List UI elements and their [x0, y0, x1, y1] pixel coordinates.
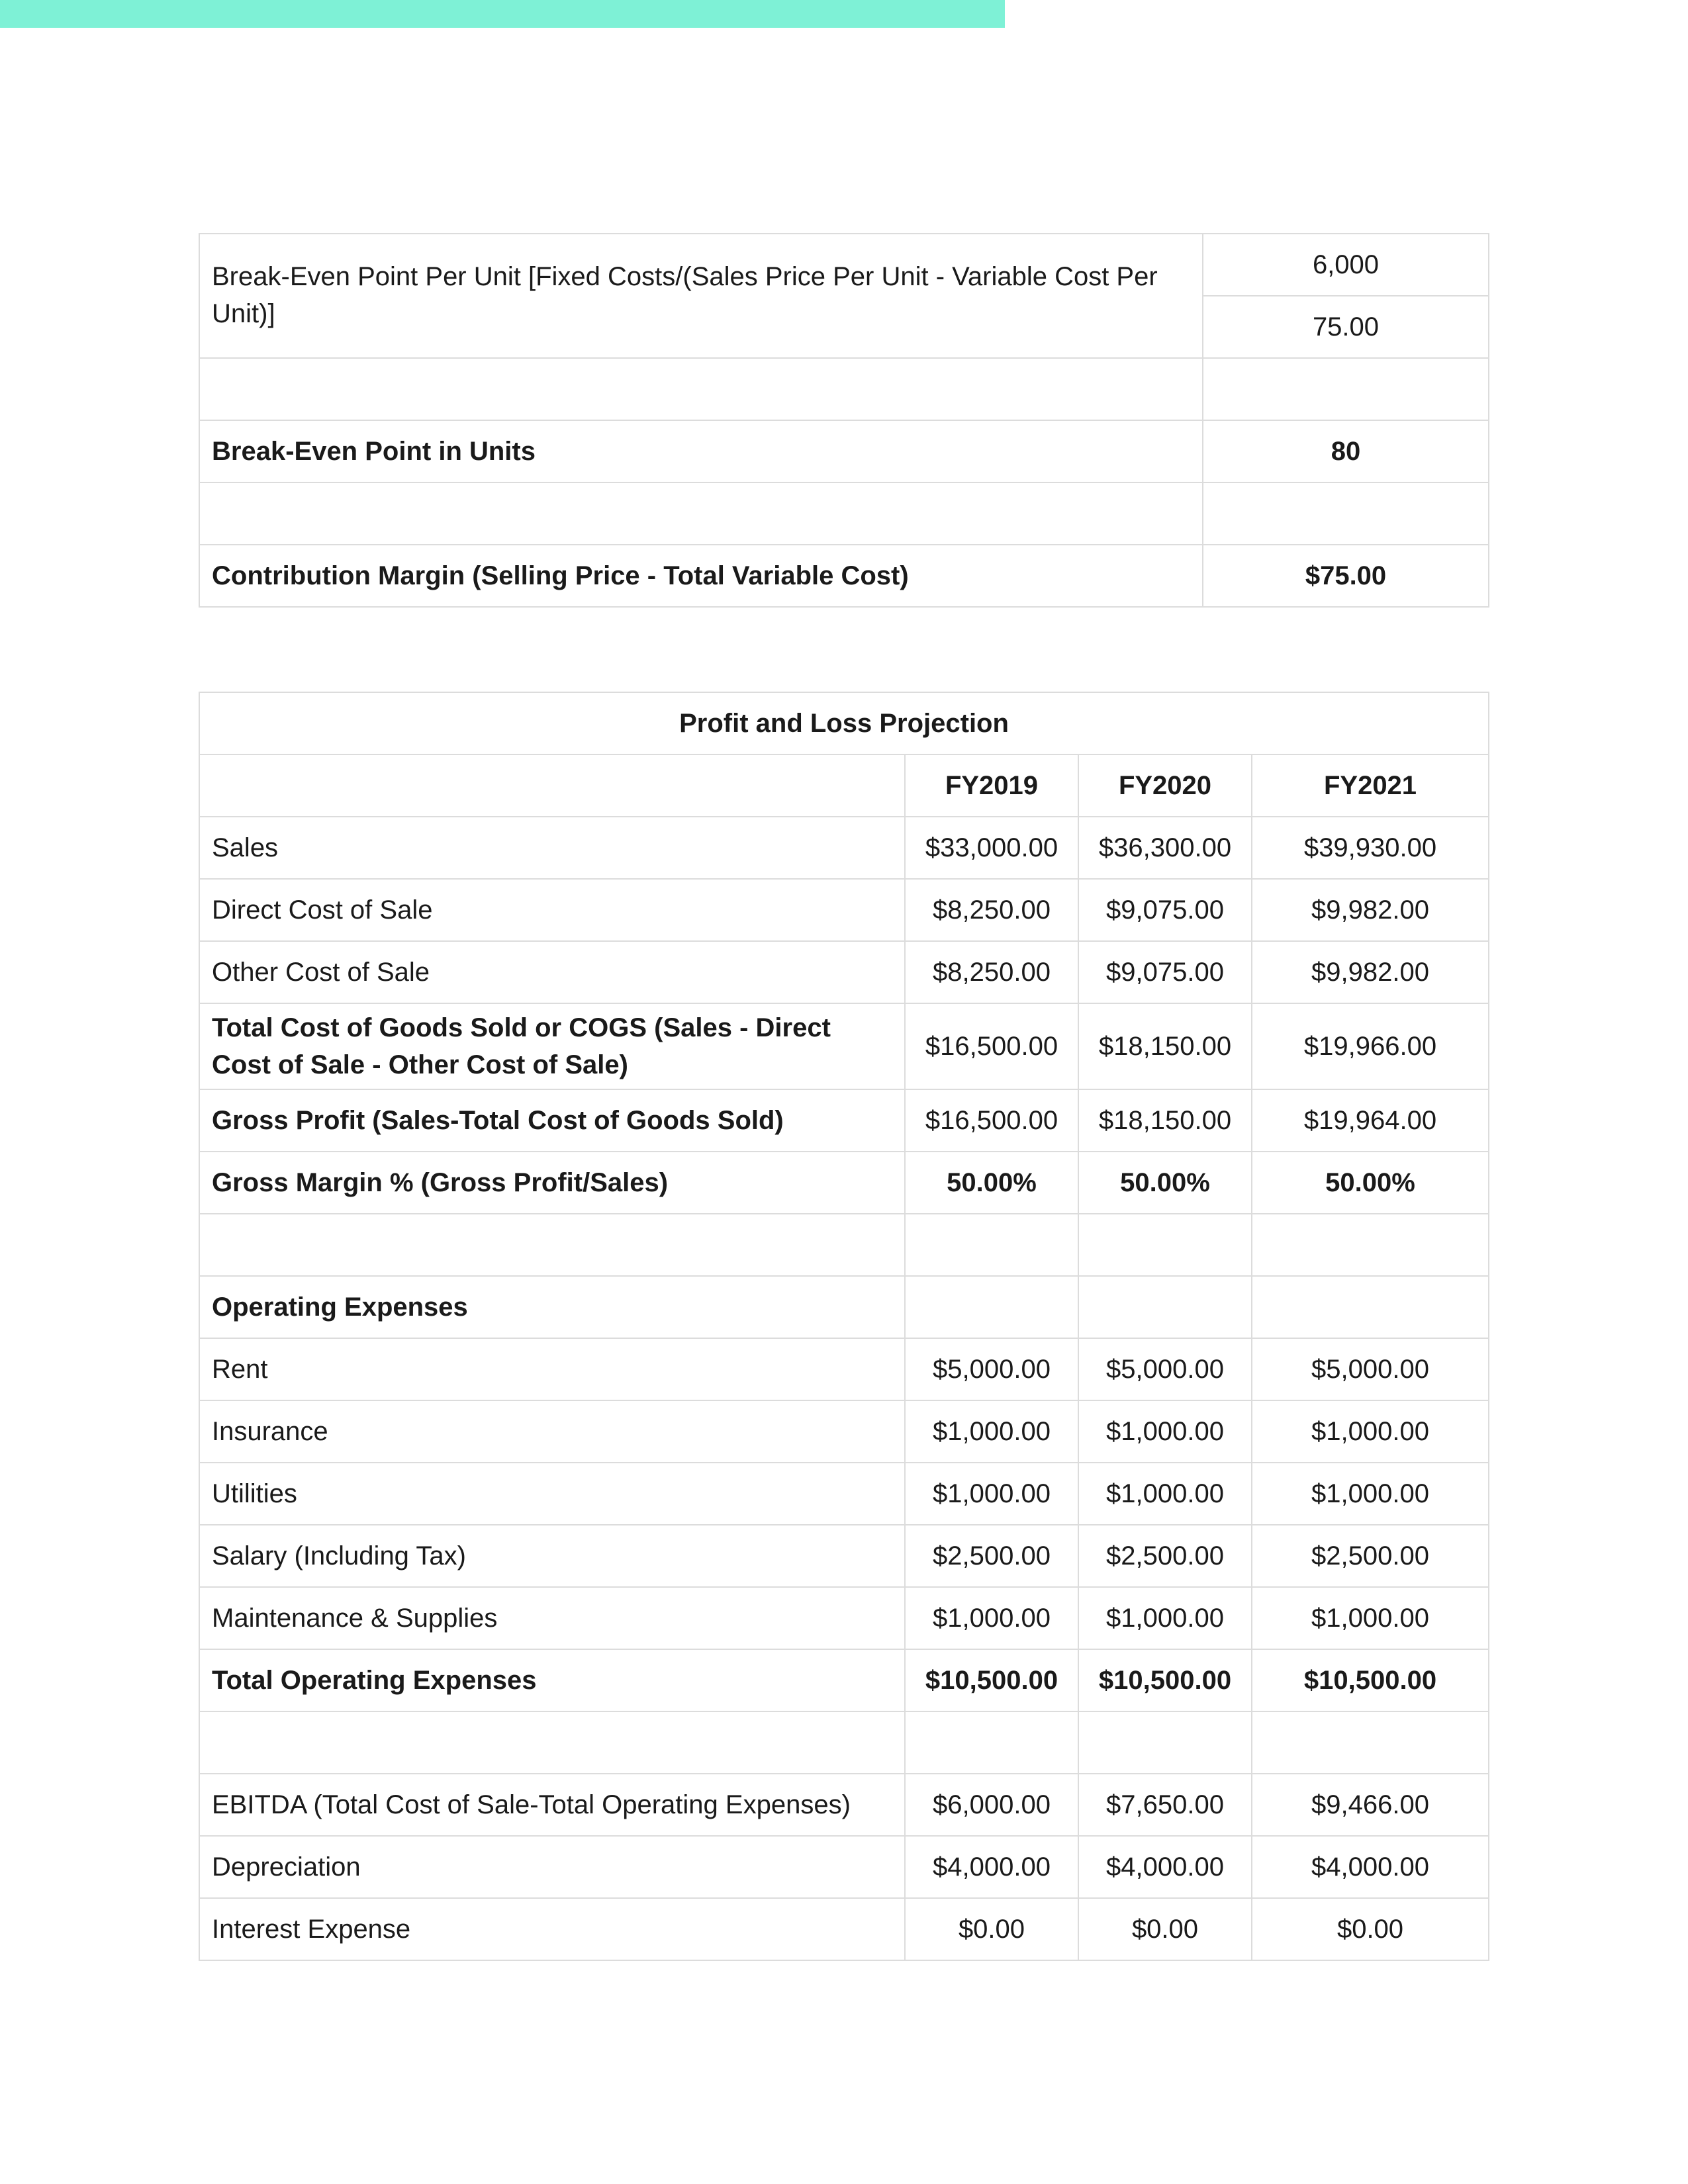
- row-label: Interest Expense: [199, 1898, 905, 1960]
- table-title-row: [199, 692, 1489, 754]
- row-value: $39,930.00: [1252, 817, 1489, 879]
- row-label: Sales: [199, 817, 905, 879]
- empty-cell: [1078, 1276, 1252, 1338]
- empty-cell: [1252, 1711, 1489, 1774]
- table-row: [199, 358, 1489, 420]
- table-row: [199, 420, 1489, 482]
- table-row: [199, 1836, 1489, 1898]
- row-label: Utilities: [199, 1463, 905, 1525]
- table-row: [199, 1214, 1489, 1276]
- table-row: [199, 545, 1489, 607]
- empty-cell: [199, 754, 905, 817]
- row-value: $1,000.00: [1078, 1463, 1252, 1525]
- table-row: [199, 1338, 1489, 1400]
- contribution-margin-value: $75.00: [1203, 545, 1489, 607]
- year-header-row: [199, 754, 1489, 817]
- table-row: [199, 1898, 1489, 1960]
- row-value: $9,982.00: [1252, 941, 1489, 1003]
- row-value: $5,000.00: [905, 1338, 1078, 1400]
- row-label: Rent: [199, 1338, 905, 1400]
- row-label: Gross Margin % (Gross Profit/Sales): [199, 1152, 905, 1214]
- row-value: $1,000.00: [1078, 1587, 1252, 1649]
- table-row: [199, 1774, 1489, 1836]
- row-label: Maintenance & Supplies: [199, 1587, 905, 1649]
- row-label: Gross Profit (Sales-Total Cost of Goods Sold): [199, 1089, 905, 1152]
- row-label: Salary (Including Tax): [199, 1525, 905, 1587]
- row-value: $1,000.00: [905, 1400, 1078, 1463]
- empty-cell: [905, 1276, 1078, 1338]
- row-value: $19,964.00: [1252, 1089, 1489, 1152]
- row-value: 50.00%: [905, 1152, 1078, 1214]
- row-value: $1,000.00: [905, 1463, 1078, 1525]
- empty-cell: [1203, 482, 1489, 545]
- row-value: $4,000.00: [905, 1836, 1078, 1898]
- table-row: [199, 1463, 1489, 1525]
- row-value: $5,000.00: [1078, 1338, 1252, 1400]
- row-value: $1,000.00: [1252, 1587, 1489, 1649]
- table-row: [199, 817, 1489, 879]
- row-label: EBITDA (Total Cost of Sale-Total Operating Expenses): [199, 1774, 905, 1836]
- empty-cell: [1203, 358, 1489, 420]
- table-row: [199, 1525, 1489, 1587]
- row-value: $7,650.00: [1078, 1774, 1252, 1836]
- contribution-margin-label: Contribution Margin (Selling Price - Total Variable Cost): [199, 545, 1203, 607]
- empty-cell: [905, 1214, 1078, 1276]
- empty-cell: [1078, 1214, 1252, 1276]
- row-value: $10,500.00: [1252, 1649, 1489, 1711]
- row-value: $10,500.00: [1078, 1649, 1252, 1711]
- break-even-formula-label: Break-Even Point Per Unit [Fixed Costs/(Sales Price Per Unit - Variable Cost Per Unit)]: [199, 234, 1203, 358]
- table-row: [199, 1089, 1489, 1152]
- row-label: Total Cost of Goods Sold or COGS (Sales - Direct Cost of Sale - Other Cost of Sale): [199, 1003, 905, 1089]
- section-header-row: [199, 1276, 1489, 1338]
- row-label: Other Cost of Sale: [199, 941, 905, 1003]
- row-value: $9,982.00: [1252, 879, 1489, 941]
- table-title: Profit and Loss Projection: [199, 692, 1489, 754]
- row-value: $2,500.00: [905, 1525, 1078, 1587]
- row-value: $8,250.00: [905, 879, 1078, 941]
- table-row: [199, 482, 1489, 545]
- row-value: $6,000.00: [905, 1774, 1078, 1836]
- table-row: [199, 1152, 1489, 1214]
- fixed-costs-value: 6,000: [1203, 234, 1489, 296]
- row-label: Direct Cost of Sale: [199, 879, 905, 941]
- table-row: [199, 879, 1489, 941]
- row-value: $10,500.00: [905, 1649, 1078, 1711]
- year-header: FY2020: [1078, 754, 1252, 817]
- row-value: $2,500.00: [1078, 1525, 1252, 1587]
- empty-cell: [199, 1214, 905, 1276]
- row-value: $0.00: [1252, 1898, 1489, 1960]
- row-value: $1,000.00: [905, 1587, 1078, 1649]
- table-row: [199, 1003, 1489, 1089]
- row-value: $18,150.00: [1078, 1003, 1252, 1089]
- header-accent-bar: [0, 0, 1005, 28]
- row-value: $9,075.00: [1078, 879, 1252, 941]
- table-row: [199, 1649, 1489, 1711]
- profit-loss-table: [199, 692, 1489, 1961]
- row-value: 50.00%: [1252, 1152, 1489, 1214]
- row-label: Total Operating Expenses: [199, 1649, 905, 1711]
- row-value: $18,150.00: [1078, 1089, 1252, 1152]
- table-row: [199, 1587, 1489, 1649]
- break-even-units-value: 80: [1203, 420, 1489, 482]
- empty-cell: [1252, 1276, 1489, 1338]
- break-even-table: [199, 233, 1489, 608]
- section-header: Operating Expenses: [199, 1276, 905, 1338]
- table-row: [199, 1711, 1489, 1774]
- row-value: 50.00%: [1078, 1152, 1252, 1214]
- table-row: [199, 941, 1489, 1003]
- table-row: [199, 234, 1489, 296]
- row-label: Depreciation: [199, 1836, 905, 1898]
- empty-cell: [199, 482, 1203, 545]
- row-value: $33,000.00: [905, 817, 1078, 879]
- row-value: $4,000.00: [1078, 1836, 1252, 1898]
- row-value: $2,500.00: [1252, 1525, 1489, 1587]
- row-value: $1,000.00: [1078, 1400, 1252, 1463]
- year-header: FY2021: [1252, 754, 1489, 817]
- row-value: $4,000.00: [1252, 1836, 1489, 1898]
- year-header: FY2019: [905, 754, 1078, 817]
- row-value: $36,300.00: [1078, 817, 1252, 879]
- row-value: $16,500.00: [905, 1089, 1078, 1152]
- row-value: $1,000.00: [1252, 1400, 1489, 1463]
- row-value: $19,966.00: [1252, 1003, 1489, 1089]
- row-value: $5,000.00: [1252, 1338, 1489, 1400]
- empty-cell: [905, 1711, 1078, 1774]
- empty-cell: [199, 1711, 905, 1774]
- table-row: [199, 1400, 1489, 1463]
- row-value: $9,466.00: [1252, 1774, 1489, 1836]
- row-value: $0.00: [905, 1898, 1078, 1960]
- unit-margin-value: 75.00: [1203, 296, 1489, 358]
- break-even-units-label: Break-Even Point in Units: [199, 420, 1203, 482]
- row-value: $9,075.00: [1078, 941, 1252, 1003]
- row-value: $8,250.00: [905, 941, 1078, 1003]
- row-value: $0.00: [1078, 1898, 1252, 1960]
- row-value: $1,000.00: [1252, 1463, 1489, 1525]
- empty-cell: [1252, 1214, 1489, 1276]
- empty-cell: [1078, 1711, 1252, 1774]
- row-value: $16,500.00: [905, 1003, 1078, 1089]
- empty-cell: [199, 358, 1203, 420]
- row-label: Insurance: [199, 1400, 905, 1463]
